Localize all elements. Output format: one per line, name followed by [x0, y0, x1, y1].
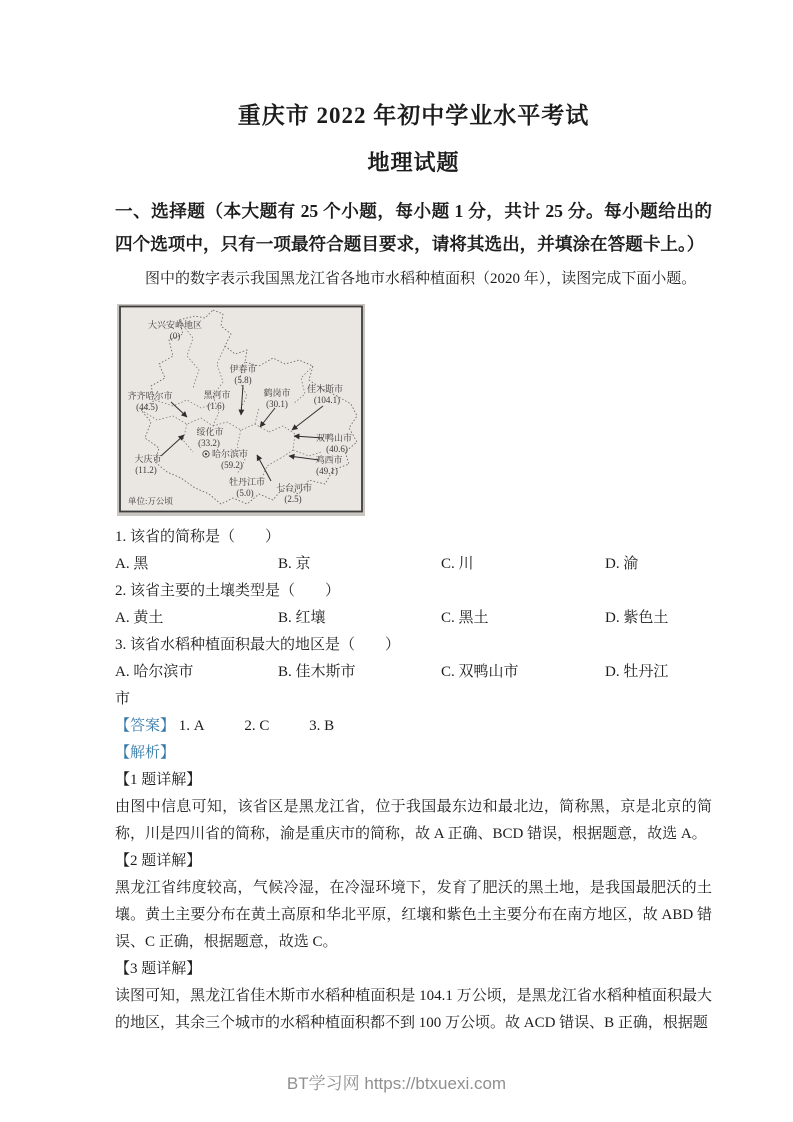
option-b: B. 京 [278, 556, 311, 572]
explanation-3 [115, 956, 712, 1037]
option-a: A. 黄土 [115, 610, 164, 626]
option-c: C. 川 [441, 556, 474, 572]
question-list [115, 524, 712, 713]
option-b: B. 红壤 [278, 610, 326, 626]
option-c: C. 黑土 [441, 610, 489, 626]
explanation-2 [115, 848, 712, 956]
map-city-label: 哈尔滨市 [211, 449, 249, 459]
question-text: 3. 该省水稻种植面积最大的地区是（ ） [115, 637, 401, 653]
map-city-value: (59.2) [221, 460, 243, 470]
map-city-value: (1.6) [207, 401, 225, 411]
map-city-value: (40.6) [326, 444, 348, 454]
answer-item-3: 3. B [309, 718, 335, 734]
option-d: D. 紫色土 [605, 610, 669, 626]
question-options [115, 605, 712, 632]
map-city-label: 鹤岗市 [263, 388, 291, 398]
map-city-label: 牡丹江市 [228, 477, 266, 487]
option-a: A. 哈尔滨市 [115, 664, 194, 680]
page-title: 重庆市 2022 年初中学业水平考试 [237, 103, 590, 128]
map-unit-label: 单位:万公顷 [128, 496, 173, 506]
map-city-value: (49.1) [316, 466, 338, 476]
page-subtitle: 地理试题 [367, 150, 460, 175]
explanation-text: 由图中信息可知，该省区是黑龙江省，位于我国最东边和最北边，简称黑，京是北京的简称，川是四川省的简称，渝是重庆市的简称，故 A 正确、BCD 错误，根据题意，故选 A。 [115, 799, 712, 842]
map-city-label: 七台河市 [275, 483, 313, 493]
explanation-text: 黑龙江省纬度较高，气候冷湿，在冷湿环境下，发育了肥沃的黑土地，是我国最肥沃的土壤。黄土主要分布在黄土高原和华北平原，红壤和紫色土主要分布在南方地区，故 ABD 错误、C 正确，根据题意，故选 C。 [115, 880, 712, 950]
map-city-label: 黑河市 [203, 390, 231, 400]
question-options [115, 551, 712, 578]
map-city-value: (5.0) [236, 488, 254, 498]
map-city-value: (5.8) [234, 375, 252, 385]
option-d: D. 牡丹江 [605, 664, 669, 680]
province-map [117, 304, 365, 516]
map-city-label: 鸡西市 [315, 455, 343, 465]
question-1 [115, 524, 712, 578]
option-d: D. 渝 [605, 556, 639, 572]
analysis-label: 【解析】 [115, 745, 176, 761]
footer-link[interactable]: https://btxuexi.com [364, 1074, 507, 1093]
question-group-intro: 图中的数字表示我国黑龙江省各地市水稻种植面积（2020 年），读图完成下面小题。 [145, 271, 697, 287]
map-city-value: (0) [169, 331, 181, 341]
explanation-title: 【3 题详解】 [115, 961, 202, 977]
map-city-value: (33.2) [198, 438, 220, 448]
question-2 [115, 578, 712, 632]
map-city-value: (104.1) [313, 395, 341, 405]
document-body [115, 0, 712, 1037]
explanation-1 [115, 767, 712, 848]
footer [0, 1069, 793, 1094]
footer-site-name: BT学习网 [286, 1074, 360, 1093]
map-city-label: 大兴安岭地区 [147, 320, 203, 330]
map-city-label: 佳木斯市 [306, 384, 344, 394]
option-d-wrapped-text: 市 [115, 691, 131, 707]
question-3 [115, 632, 712, 713]
map-city-label: 绥化市 [196, 427, 224, 437]
question-text: 1. 该省的简称是（ ） [115, 529, 281, 545]
map-city-value: (30.1) [266, 399, 288, 409]
explanation-text: 读图可知，黑龙江省佳木斯市水稻种植面积是 104.1 万公顷，是黑龙江省水稻种植面积最大的地区，其余三个城市的水稻种植面积都不到 100 万公顷。故 ACD 错误、B 正确，根据题 [115, 988, 712, 1031]
answer-row [115, 713, 712, 740]
question-options [115, 659, 712, 686]
analysis-row [115, 740, 712, 767]
map-city-value: (2.5) [284, 494, 302, 504]
map-city-label: 伊春市 [229, 364, 257, 374]
answer-item-1: 1. A [178, 718, 205, 734]
section-heading: 一、选择题（本大题有 25 个小题，每小题 1 分，共计 25 分。每小题给出的四个选项中，只有一项最符合题目要求，请将其选出，并填涂在答题卡上。） [115, 201, 712, 254]
answer-item-2: 2. C [244, 718, 270, 734]
answer-label: 【答案】 [115, 718, 176, 734]
map-city-value: (44.5) [136, 402, 158, 412]
option-a: A. 黑 [115, 556, 149, 572]
option-c: C. 双鸭山市 [441, 664, 519, 680]
map-city-value: (11.2) [135, 465, 157, 475]
question-text: 2. 该省主要的土壤类型是（ ） [115, 583, 341, 599]
explanation-title: 【1 题详解】 [115, 772, 202, 788]
heilongjiang-map-figure [117, 304, 365, 516]
map-city-label: 大庆市 [134, 454, 162, 464]
map-city-label: 齐齐哈尔市 [127, 391, 173, 401]
option-b: B. 佳木斯市 [278, 664, 356, 680]
explanation-title: 【2 题详解】 [115, 853, 202, 869]
map-city-label: 双鸭山市 [315, 433, 353, 443]
